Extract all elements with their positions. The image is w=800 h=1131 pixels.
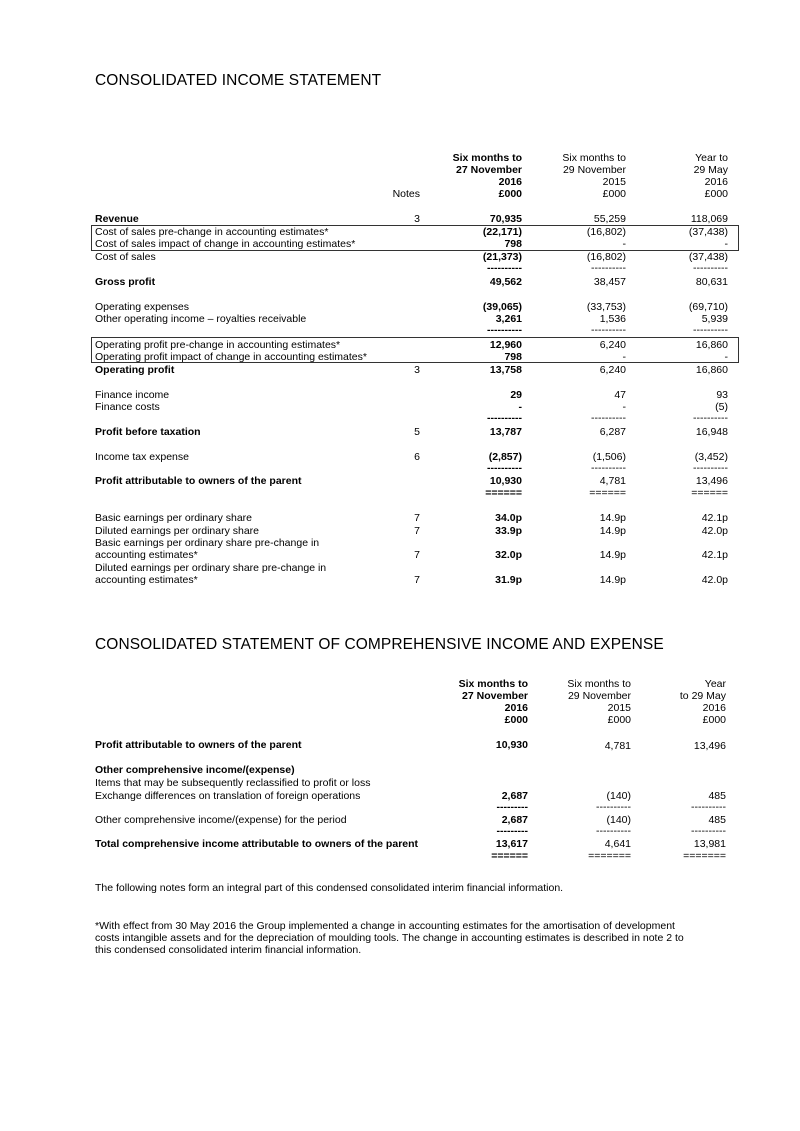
row-v2-opex: (33,753) (586, 301, 626, 313)
row-v1-finance-income: 29 (510, 389, 522, 401)
row-v2-gross-profit: 38,457 (593, 276, 626, 288)
row-v1-diluted-eps-pre: 31.9p (495, 574, 522, 586)
header-col2-line4: £000 (602, 188, 626, 200)
ci-row-v1-oci-period: 2,687 (501, 814, 528, 826)
double-rule: ====== (485, 487, 522, 499)
dash-rule: --------- (496, 801, 528, 813)
row-v2-op-pre: 6,240 (599, 339, 626, 351)
row-v3-diluted-eps: 42.0p (701, 525, 728, 537)
row-label-cos-pre: Cost of sales pre-change in accounting estimates* (95, 226, 329, 238)
ci-row-v1-total: 13,617 (495, 838, 528, 850)
row-note-pbt: 5 (414, 426, 420, 438)
ci-row-v2-profit: 4,781 (604, 740, 631, 752)
row-v3-cos: (37,438) (688, 251, 728, 263)
ci-row-v3-exchange: 485 (708, 790, 726, 802)
row-label-pbt: Profit before taxation (95, 426, 201, 438)
header-col3-line3: 2016 (704, 176, 728, 188)
header-col3-line1: Year to (695, 152, 728, 164)
double-rule: ======= (588, 850, 631, 862)
row-note-revenue: 3 (414, 213, 420, 225)
header-col3-line2: 29 May (693, 164, 728, 176)
row-v3-profit-attributable: 13,496 (695, 475, 728, 487)
row-v2-royalties: 1,536 (599, 313, 626, 325)
header-col2-line3: 2015 (602, 176, 626, 188)
ci-row-v1-exchange: 2,687 (501, 790, 528, 802)
ci-row-v3-profit: 13,496 (693, 740, 726, 752)
ci-header-col3-line4: £000 (702, 714, 726, 726)
row-v1-op-impact: 798 (504, 351, 522, 363)
dash-rule: ---------- (693, 262, 728, 274)
row-v1-basic-eps-pre: 32.0p (495, 549, 522, 561)
row-v2-pbt: 6,287 (599, 426, 626, 438)
row-v3-royalties: 5,939 (701, 313, 728, 325)
integral-note: The following notes form an integral part of this condensed consolidated interim financial information. (95, 882, 564, 894)
ci-row-label-oci-period: Other comprehensive income/(expense) for the period (95, 814, 347, 826)
row-v1-royalties: 3,261 (495, 313, 522, 325)
row-v3-cos-impact: - (724, 238, 728, 250)
row-v1-cos-impact: 798 (504, 238, 522, 250)
ci-row-label-total: Total comprehensive income attributable to owners of the parent (95, 838, 419, 850)
row-label-gross-profit: Gross profit (95, 276, 156, 288)
row-v2-finance-income: 47 (614, 389, 626, 401)
row-v3-basic-eps: 42.1p (701, 512, 728, 524)
ci-row-v2-oci-period: (140) (606, 814, 631, 826)
header-col1-line2: 27 November (456, 164, 522, 176)
row-v2-cos: (16,802) (586, 251, 626, 263)
double-rule: ======= (683, 850, 726, 862)
ci-header-col2-line2: 29 November (567, 690, 631, 702)
row-v1-opex: (39,065) (482, 301, 522, 313)
row-label-cos: Cost of sales (95, 251, 156, 263)
row-note-operating-profit: 3 (414, 364, 420, 376)
row-v2-diluted-eps: 14.9p (599, 525, 626, 537)
header-col3-line4: £000 (704, 188, 728, 200)
row-v2-operating-profit: 6,240 (599, 364, 626, 376)
footnote-line2: costs intangible assets and for the depreciation of moulding tools. The change in accounting estimates is described in note 2 to (95, 932, 684, 944)
row-label-basic-eps: Basic earnings per ordinary share (95, 512, 252, 524)
dash-rule: ---------- (591, 324, 626, 336)
row-v3-diluted-eps-pre: 42.0p (701, 574, 728, 586)
row-label-opex: Operating expenses (95, 301, 189, 313)
row-v3-pbt: 16,948 (695, 426, 728, 438)
row-label-diluted-eps: Diluted earnings per ordinary share (95, 525, 260, 537)
row-note-tax: 6 (414, 451, 420, 463)
row-label-royalties: Other operating income – royalties receivable (95, 313, 307, 325)
dash-rule: ---------- (487, 262, 522, 274)
ci-row-v1-profit: 10,930 (495, 739, 528, 751)
row-v2-cos-impact: - (622, 238, 626, 250)
row-label-finance-income: Finance income (95, 389, 170, 401)
row-v3-cos-pre: (37,438) (688, 226, 728, 238)
row-v3-op-pre: 16,860 (695, 339, 728, 351)
comprehensive-statement-title: CONSOLIDATED STATEMENT OF COMPREHENSIVE INCOME AND EXPENSE (95, 636, 664, 653)
row-v1-op-pre: 12,960 (489, 339, 522, 351)
row-v1-basic-eps: 34.0p (495, 512, 522, 524)
dash-rule: ---------- (691, 801, 726, 813)
row-label-tax: Income tax expense (95, 451, 189, 463)
footnote-line1: *With effect from 30 May 2016 the Group implemented a change in accounting estimates for the amortisation of development (95, 920, 675, 932)
row-v3-basic-eps-pre: 42.1p (701, 549, 728, 561)
row-note-diluted-eps: 7 (414, 525, 420, 537)
row-v3-finance-income: 93 (716, 389, 728, 401)
double-rule: ====== (691, 487, 728, 499)
ci-header-col3-line3: 2016 (702, 702, 726, 714)
ci-row-label-oci-heading: Other comprehensive income/(expense) (95, 764, 295, 776)
row-v1-operating-profit: 13,758 (489, 364, 522, 376)
row-v2-basic-eps-pre: 14.9p (599, 549, 626, 561)
row-v1-cos: (21,373) (482, 251, 522, 263)
ci-header-col1-line4: £000 (504, 714, 528, 726)
row-v2-diluted-eps-pre: 14.9p (599, 574, 626, 586)
dash-rule: ---------- (693, 462, 728, 474)
row-label-revenue: Revenue (95, 213, 139, 225)
row-v1-diluted-eps: 33.9p (495, 525, 522, 537)
ci-row-v3-oci-period: 485 (708, 814, 726, 826)
header-col1-line1: Six months to (452, 152, 522, 164)
row-label-operating-profit: Operating profit (95, 364, 175, 376)
dash-rule: ---------- (487, 324, 522, 336)
row-label-profit-attributable: Profit attributable to owners of the parent (95, 475, 302, 487)
row-label-diluted-eps-pre: Diluted earnings per ordinary share pre-change in (95, 562, 327, 574)
ci-row-v2-total: 4,641 (604, 838, 631, 850)
row-note-diluted-eps-pre: 7 (414, 574, 420, 586)
dash-rule: ---------- (591, 262, 626, 274)
row-label2-diluted-eps-pre: accounting estimates* (95, 574, 198, 586)
row-v3-opex: (69,710) (688, 301, 728, 313)
double-rule: ====== (589, 487, 626, 499)
ci-header-col1-line3: 2016 (504, 702, 528, 714)
footnote-line3: this condensed consolidated interim financial information. (95, 944, 362, 956)
header-col1-line4: £000 (498, 188, 522, 200)
row-label-op-impact: Operating profit impact of change in accounting estimates* (95, 351, 367, 363)
header-col2-line1: Six months to (562, 152, 626, 164)
row-v3-op-impact: - (724, 351, 728, 363)
row-v1-cos-pre: (22,171) (482, 226, 522, 238)
row-v1-profit-attributable: 10,930 (489, 475, 522, 487)
ci-header-col1-line1: Six months to (458, 678, 528, 690)
ci-row-v3-total: 13,981 (693, 838, 726, 850)
dash-rule: ---------- (487, 412, 522, 424)
ci-row-label-reclassified: Items that may be subsequently reclassified to profit or loss (95, 777, 371, 789)
ci-row-label-profit: Profit attributable to owners of the parent (95, 739, 302, 751)
dash-rule: ---------- (693, 412, 728, 424)
row-note-basic-eps-pre: 7 (414, 549, 420, 561)
ci-header-col3-line2: to 29 May (679, 690, 726, 702)
row-v2-revenue: 55,259 (593, 213, 626, 225)
dash-rule: ---------- (596, 825, 631, 837)
row-label-basic-eps-pre: Basic earnings per ordinary share pre-change in (95, 537, 320, 549)
ci-header-col3-line1: Year (704, 678, 726, 690)
row-v3-gross-profit: 80,631 (695, 276, 728, 288)
row-v3-operating-profit: 16,860 (695, 364, 728, 376)
row-label-finance-costs: Finance costs (95, 401, 160, 413)
row-v2-basic-eps: 14.9p (599, 512, 626, 524)
row-label-cos-impact: Cost of sales impact of change in accounting estimates* (95, 238, 356, 250)
dash-rule: ---------- (691, 825, 726, 837)
income-statement-title: CONSOLIDATED INCOME STATEMENT (95, 72, 382, 89)
dash-rule: --------- (496, 825, 528, 837)
dash-rule: ---------- (487, 462, 522, 474)
dash-rule: ---------- (591, 412, 626, 424)
row-v1-pbt: 13,787 (489, 426, 522, 438)
ci-header-col2-line1: Six months to (567, 678, 631, 690)
ci-header-col2-line4: £000 (607, 714, 631, 726)
row-v1-revenue: 70,935 (489, 213, 522, 225)
row-v1-gross-profit: 49,562 (489, 276, 522, 288)
header-col1-line3: 2016 (498, 176, 522, 188)
ci-row-v2-exchange: (140) (606, 790, 631, 802)
row-v3-tax: (3,452) (694, 451, 728, 463)
row-label-op-pre: Operating profit pre-change in accounting estimates* (95, 339, 341, 351)
header-notes: Notes (392, 188, 420, 200)
row-note-basic-eps: 7 (414, 512, 420, 524)
double-rule: ====== (491, 850, 528, 862)
row-v2-cos-pre: (16,802) (586, 226, 626, 238)
row-v1-finance-costs: - (518, 401, 522, 413)
dash-rule: ---------- (693, 324, 728, 336)
row-v2-profit-attributable: 4,781 (599, 475, 626, 487)
ci-header-col1-line2: 27 November (462, 690, 528, 702)
dash-rule: ---------- (596, 801, 631, 813)
row-label2-basic-eps-pre: accounting estimates* (95, 549, 198, 561)
dash-rule: ---------- (591, 462, 626, 474)
row-v2-finance-costs: - (622, 401, 626, 413)
row-v2-tax: (1,506) (592, 451, 626, 463)
ci-row-label-exchange: Exchange differences on translation of foreign operations (95, 790, 361, 802)
header-col2-line2: 29 November (562, 164, 626, 176)
ci-header-col2-line3: 2015 (607, 702, 631, 714)
row-v2-op-impact: - (622, 351, 626, 363)
row-v1-tax: (2,857) (488, 451, 522, 463)
row-v3-finance-costs: (5) (715, 401, 728, 413)
row-v3-revenue: 118,069 (690, 213, 728, 225)
